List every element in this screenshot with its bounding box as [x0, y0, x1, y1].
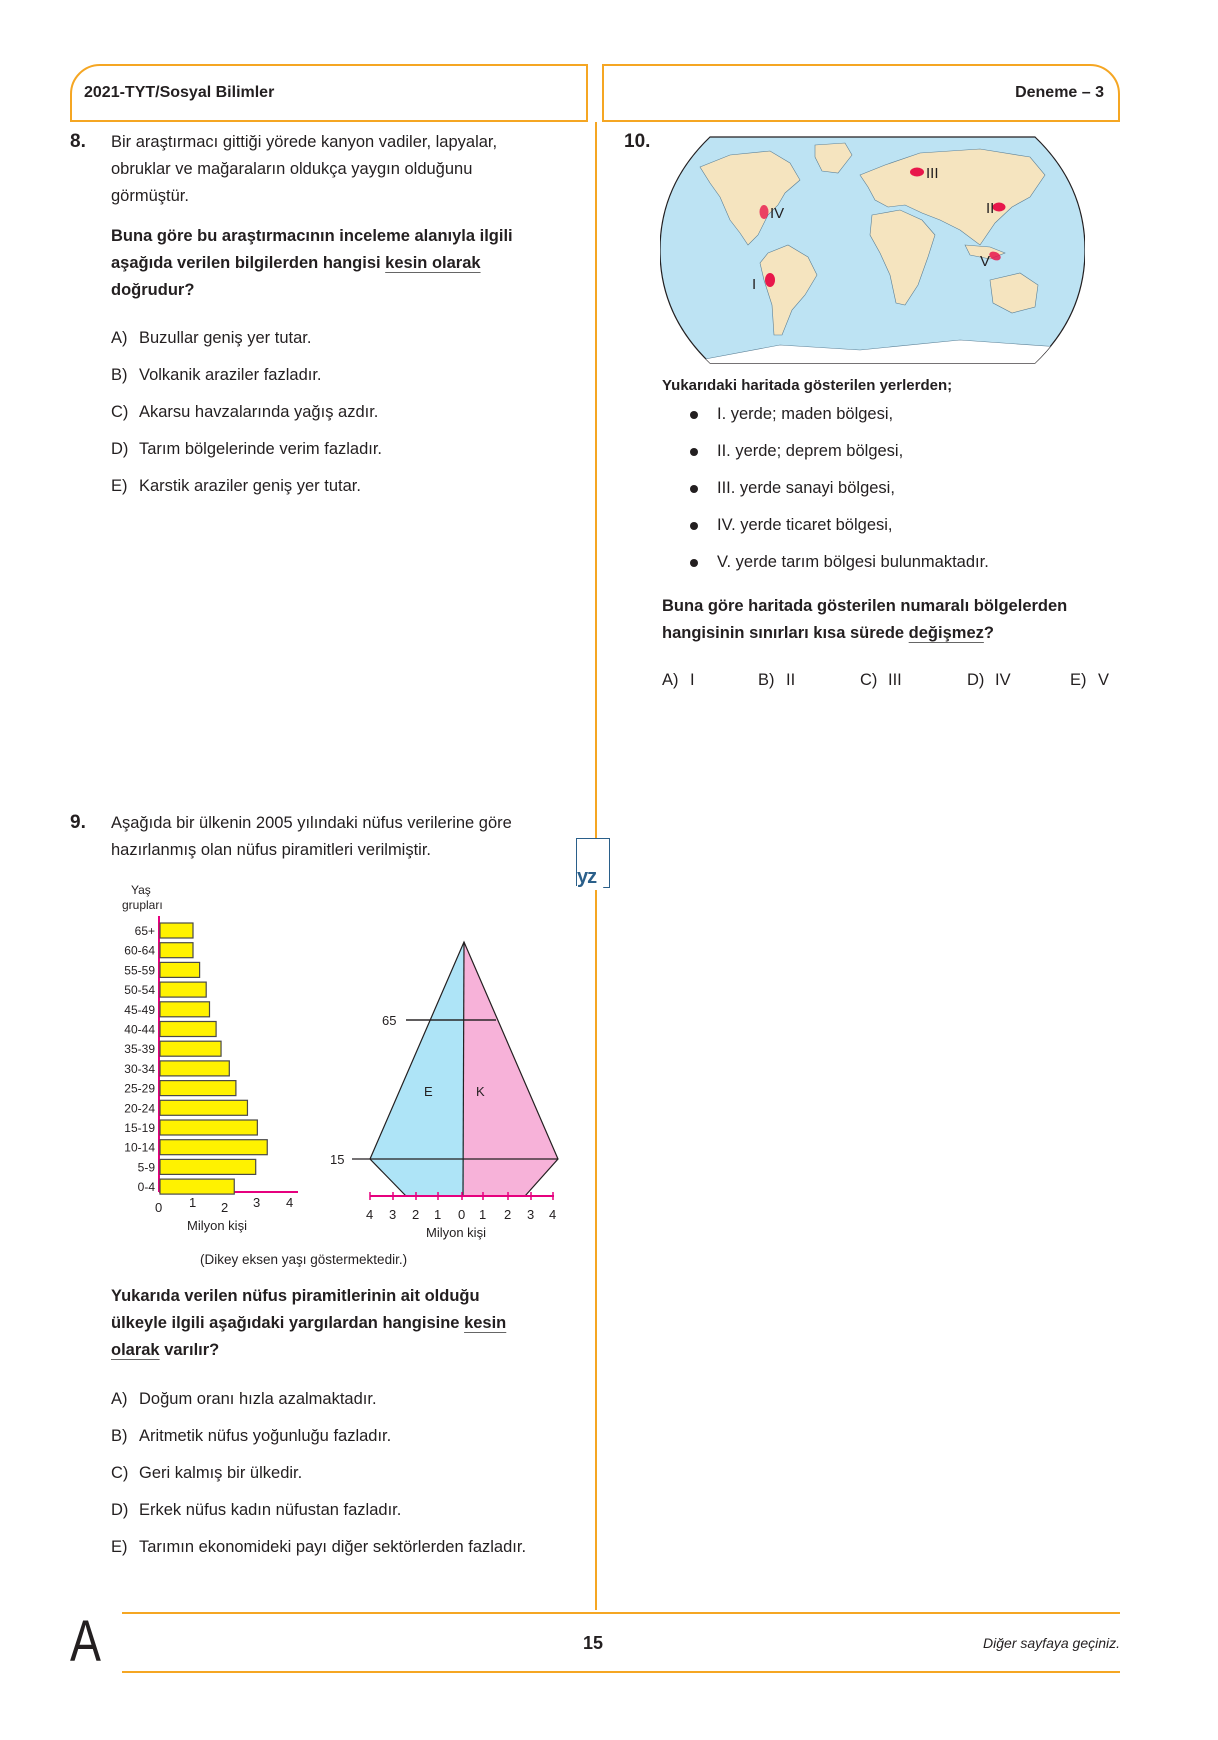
bar	[160, 1002, 210, 1017]
q10-question-line	[662, 620, 1067, 647]
q8-question	[111, 223, 513, 304]
q8-stem-line: obruklar ve mağaraların oldukça yaygın olduğunu	[111, 160, 473, 178]
q8-emphasis: kesin olarak	[385, 254, 481, 272]
svg-text:3: 3	[389, 1207, 397, 1222]
y-tick-label: 5-9	[137, 1160, 155, 1175]
option-text: I	[690, 671, 695, 689]
male-label: E	[424, 1084, 433, 1099]
publisher-logo	[576, 838, 612, 890]
option-text: Volkanik araziler fazladır.	[139, 366, 322, 384]
option-letter: E)	[111, 477, 128, 495]
option-letter: A)	[111, 1390, 128, 1408]
test-number: Deneme – 3	[1015, 84, 1104, 101]
q8-question-line: doğrudur?	[111, 281, 195, 299]
option-text: III	[888, 671, 902, 689]
population-pyramid	[320, 930, 565, 1250]
bar	[160, 1081, 236, 1096]
y-tick-label: 55-59	[124, 963, 155, 978]
label-iv: IV	[770, 205, 785, 222]
option-letter: E)	[111, 1538, 128, 1556]
x-tick: 1	[189, 1195, 197, 1210]
q9-stem	[111, 810, 512, 864]
option-letter: E)	[1070, 671, 1087, 689]
option-text: Akarsu havzalarında yağış azdır.	[139, 403, 379, 421]
option-letter: B)	[758, 671, 775, 689]
option-letter: A)	[662, 671, 679, 689]
q9-emphasis: kesin	[464, 1314, 507, 1332]
q8-number: 8.	[70, 131, 86, 152]
q10-emphasis: değişmez	[908, 624, 984, 642]
y-tick-label: 60-64	[124, 943, 155, 958]
q10-option-d[interactable]	[967, 671, 1011, 690]
y-tick-label: 45-49	[124, 1002, 155, 1017]
bar	[160, 982, 206, 997]
bar	[160, 962, 200, 977]
header-left-box	[70, 64, 588, 122]
y-tick-label: 35-39	[124, 1042, 155, 1057]
option-text: IV	[995, 671, 1011, 689]
q8-question-line	[111, 250, 513, 277]
footer-bottom-rule	[122, 1671, 1120, 1673]
q10-option-b[interactable]	[758, 671, 795, 690]
y-tick-label: 15-19	[124, 1121, 155, 1135]
option-text: Karstik araziler geniş yer tutar.	[139, 477, 361, 495]
option-text: Doğum oranı hızla azalmaktadır.	[139, 1390, 377, 1408]
option-text: II	[786, 671, 796, 689]
q10-question-text: ?	[983, 624, 994, 642]
q9-emphasis: olarak	[111, 1341, 160, 1359]
x-tick: 4	[286, 1195, 294, 1210]
bullet-text: I. yerde; maden bölgesi,	[717, 405, 894, 423]
q10-option-a[interactable]	[662, 671, 695, 690]
svg-text:1: 1	[479, 1207, 487, 1222]
q9-question-line	[111, 1337, 506, 1364]
q9-question-text: ülkeyle ilgili aşağıdaki yargılardan hangisine	[111, 1314, 465, 1332]
option-text: Buzullar geniş yer tutar.	[139, 329, 312, 347]
bars	[124, 923, 267, 1194]
option-letter: C)	[111, 1464, 129, 1482]
option-letter: B)	[111, 366, 128, 384]
pyramid-tick-labels	[366, 1207, 556, 1222]
male-area	[370, 942, 464, 1196]
q10-number: 10.	[624, 131, 651, 152]
bar	[160, 1061, 229, 1076]
x-tick: 3	[253, 1195, 261, 1210]
bullet-icon	[690, 448, 698, 456]
female-area	[464, 942, 558, 1196]
next-page-note: Diğer sayfaya geçiniz.	[983, 1635, 1120, 1651]
option-letter: D)	[111, 1501, 129, 1519]
y-axis-title-line1: Yaş	[131, 883, 151, 897]
age-15-label: 15	[330, 1152, 345, 1167]
logo-text: yz	[577, 866, 597, 888]
bullet-icon	[690, 559, 698, 567]
age-65-label: 65	[382, 1013, 397, 1028]
q9-option-c[interactable]	[111, 1464, 302, 1483]
option-letter: B)	[111, 1427, 128, 1445]
y-tick-label: 65+	[134, 924, 155, 938]
bullet-text: II. yerde; deprem bölgesi,	[717, 442, 904, 460]
marker-iv	[760, 205, 769, 219]
option-letter: D)	[967, 671, 985, 689]
option-text: Tarım bölgelerinde verim fazladır.	[139, 440, 383, 458]
footer-top-rule	[122, 1612, 1120, 1614]
q8-stem-line: görmüştür.	[111, 187, 189, 205]
bar	[160, 1041, 221, 1056]
q9-option-b[interactable]	[111, 1427, 391, 1446]
y-tick-label: 30-34	[124, 1061, 155, 1076]
label-iii: III	[926, 165, 939, 182]
age-group-bar-chart	[110, 880, 315, 1240]
bar	[160, 923, 193, 938]
q9-question	[111, 1283, 506, 1364]
option-text: Erkek nüfus kadın nüfustan fazladır.	[139, 1501, 402, 1519]
bullet-icon	[690, 485, 698, 493]
q10-question-line: Buna göre haritada gösterilen numaralı bölgelerden	[662, 597, 1068, 615]
label-i: I	[752, 276, 757, 293]
y-tick-label: 0-4	[137, 1180, 155, 1195]
svg-text:4: 4	[549, 1207, 557, 1222]
bullet-text: III. yerde sanayi bölgesi,	[717, 479, 895, 497]
svg-text:4: 4	[366, 1207, 374, 1222]
svg-text:1: 1	[434, 1207, 442, 1222]
bar	[160, 1140, 267, 1155]
q8-option-b[interactable]	[111, 366, 322, 385]
female-label: K	[476, 1084, 485, 1099]
exam-title: 2021-TYT/Sosyal Bilimler	[84, 84, 275, 101]
marker-iii	[910, 168, 924, 177]
bar	[160, 1159, 256, 1174]
y-tick-label: 40-44	[124, 1022, 155, 1037]
q9-question-line	[111, 1310, 506, 1337]
bar	[160, 1179, 234, 1194]
x-tick: 0	[155, 1200, 163, 1215]
svg-text:2: 2	[412, 1207, 420, 1222]
q8-question-line: Buna göre bu araştırmacının inceleme alanıyla ilgili	[111, 227, 513, 245]
q10-question	[662, 593, 1067, 647]
q8-stem	[111, 129, 497, 210]
svg-text:3: 3	[527, 1207, 535, 1222]
bullet-icon	[690, 411, 698, 419]
y-tick-label: 25-29	[124, 1081, 155, 1096]
y-tick-label: 50-54	[124, 983, 155, 998]
bar	[160, 1022, 216, 1037]
svg-text:2: 2	[504, 1207, 512, 1222]
q8-option-d[interactable]	[111, 440, 382, 459]
q9-question-text: varılır?	[159, 1341, 220, 1359]
bar	[160, 943, 193, 958]
q9-option-e[interactable]	[111, 1538, 526, 1557]
q8-option-a[interactable]	[111, 329, 311, 348]
bullet-text: IV. yerde ticaret bölgesi,	[717, 516, 893, 534]
q9-question-line: Yukarıda verilen nüfus piramitlerinin ait olduğu	[111, 1287, 480, 1305]
y-tick-label: 20-24	[124, 1101, 155, 1116]
x-axis-title: Milyon kişi	[187, 1218, 247, 1233]
option-letter: D)	[111, 440, 129, 458]
marker-i	[765, 273, 775, 287]
label-v: V	[980, 253, 991, 270]
q10-intro: Yukarıdaki haritada gösterilen yerlerden;	[662, 377, 953, 394]
q9-stem-line: hazırlanmış olan nüfus piramitleri verilmiştir.	[111, 841, 432, 859]
q10-option-c[interactable]	[860, 671, 902, 690]
q8-stem-line: Bir araştırmacı gittiği yörede kanyon vadiler, lapyalar,	[111, 133, 498, 151]
pyramid-x-axis-title: Milyon kişi	[426, 1225, 486, 1240]
q9-option-d[interactable]	[111, 1501, 401, 1520]
option-text: V	[1098, 671, 1110, 689]
marker-ii	[993, 203, 1006, 212]
option-letter: A)	[111, 329, 128, 347]
booklet-letter: A	[70, 1609, 101, 1674]
option-letter: C)	[860, 671, 878, 689]
option-text: Geri kalmış bir ülkedir.	[139, 1464, 303, 1482]
svg-text:0: 0	[458, 1207, 466, 1222]
bar	[160, 1100, 247, 1115]
chart-caption: (Dikey eksen yaşı göstermektedir.)	[200, 1252, 408, 1267]
header-right-box	[602, 64, 1120, 122]
q10-question-text: hangisinin sınırları kısa sürede	[662, 624, 909, 642]
y-tick-label: 10-14	[124, 1140, 155, 1155]
q8-option-c[interactable]	[111, 403, 378, 422]
page-number: 15	[583, 1633, 604, 1653]
q9-number: 9.	[70, 812, 86, 833]
x-tick: 2	[221, 1200, 229, 1215]
option-letter: C)	[111, 403, 129, 421]
y-axis-title-line2: grupları	[122, 898, 163, 912]
bullet-icon	[690, 522, 698, 530]
bullet-text: V. yerde tarım bölgesi bulunmaktadır.	[717, 553, 989, 571]
world-map	[660, 135, 1085, 365]
q8-option-e[interactable]	[111, 477, 361, 496]
option-text: Aritmetik nüfus yoğunluğu fazladır.	[139, 1427, 392, 1445]
q8-question-text: aşağıda verilen bilgilerden hangisi	[111, 254, 386, 272]
label-ii: II	[986, 200, 995, 217]
bar	[160, 1120, 257, 1135]
q9-option-a[interactable]	[111, 1390, 377, 1409]
q10-option-e[interactable]	[1070, 671, 1109, 690]
option-text: Tarımın ekonomideki payı diğer sektörlerden fazladır.	[139, 1538, 527, 1556]
q9-stem-line: Aşağıda bir ülkenin 2005 yılındaki nüfus verilerine göre	[111, 814, 512, 832]
